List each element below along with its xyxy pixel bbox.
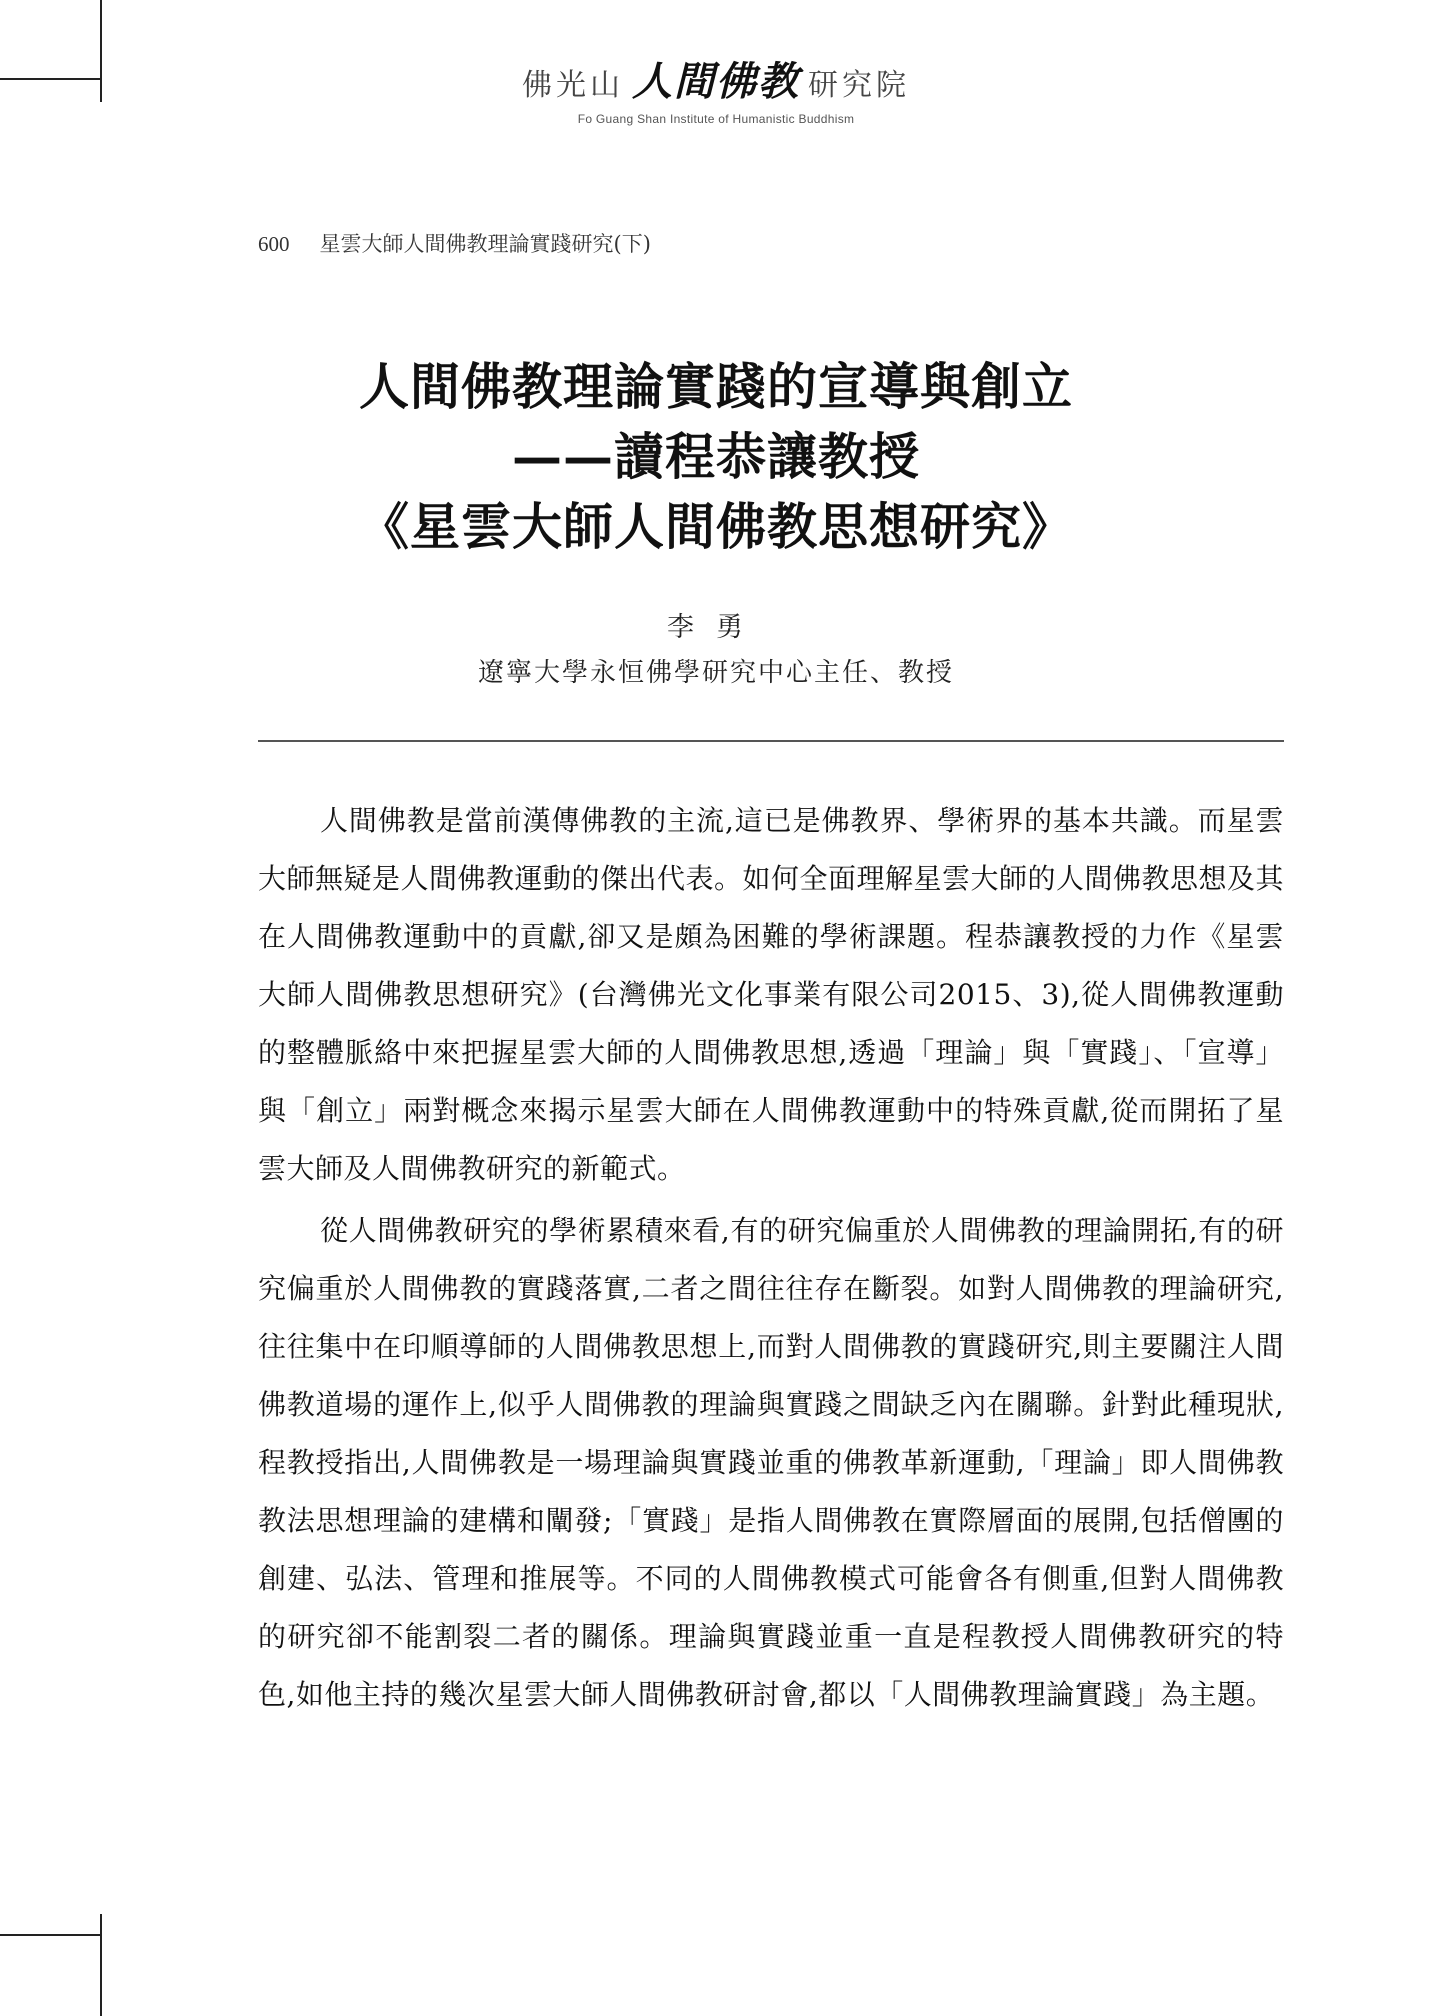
section-divider — [258, 740, 1284, 742]
body-paragraph-2 — [258, 1202, 1284, 1724]
author-affiliation: 遼寧大學永恒佛學研究中心主任、教授 — [477, 658, 954, 688]
title-line-3: 《星雲大師人間佛教思想研究》 — [359, 497, 1073, 556]
paragraph-text: 人間佛教是當前漢傳佛教的主流,這已是佛教界、學術界的基本共識。而星雲大師無疑是人間佛教運動的傑出代表。如何全面理解星雲大師的人間佛教思想及其在人間佛教運動中的貢獻,卻又是頗為困難的學術課題。程恭讓教授的力作《星雲大師人間佛教思想研究》(台灣佛光文化事業有限公司2015、3),從人間佛教運動的整體脈絡中來把握星雲大師的人間佛教思想,透過「理論」與「實踐」、「宣導」與「創立」兩對概念來揭示星雲大師在人間佛教運動中的特殊貢獻,從而開拓了星雲大師及人間佛教研究的新範式。 — [258, 804, 1285, 1185]
brand-left: 佛光山 — [522, 68, 624, 103]
crop-mark-bottom-left-vertical — [100, 1914, 102, 2016]
title-line-2: ——讀程恭讓教授 — [512, 427, 920, 486]
paragraph-text: 從人間佛教研究的學術累積來看,有的研究偏重於人間佛教的理論開拓,有的研究偏重於人間佛教的實踐落實,二者之間往往存在斷裂。如對人間佛教的理論研究,往往集中在印順導師的人間佛教思想上,而對人間佛教的實踐研究,則主要關注人間佛教道場的運作上,似乎人間佛教的理論與實踐之間缺乏內在關聯。針對此種現狀,程教授指出,人間佛教是一場理論與實踐並重的佛教革新運動,「理論」即人間佛教教法思想理論的建構和闡發;「實踐」是指人間佛教在實際層面的展開,包括僧團的創建、弘法、管理和推展等。不同的人間佛教模式可能會各有側重,但對人間佛教的研究卻不能割裂二者的關係。理論與實踐並重一直是程教授人間佛教研究的特色,如他主持的幾次星雲大師人間佛教研討會,都以「人間佛教理論實踐」為主題。 — [258, 1214, 1284, 1711]
book-title: 星雲大師人間佛教理論實踐研究(下) — [319, 232, 651, 256]
body-paragraph-1 — [258, 792, 1284, 1198]
brand-right: 研究院 — [808, 68, 910, 103]
institute-header — [0, 58, 1432, 126]
institute-name — [0, 58, 1432, 106]
brand-calligraphy: 人間佛教 — [632, 58, 800, 105]
running-head — [258, 228, 651, 258]
page-number: 600 — [258, 232, 290, 256]
crop-mark-bottom-left-horizontal — [0, 1934, 102, 1936]
article-title — [0, 352, 1432, 562]
author-name: 李勇 — [667, 612, 765, 643]
title-line-1: 人間佛教理論實踐的宣導與創立 — [359, 357, 1073, 416]
institute-english-name: Fo Guang Shan Institute of Humanistic Buddhism — [577, 112, 855, 126]
